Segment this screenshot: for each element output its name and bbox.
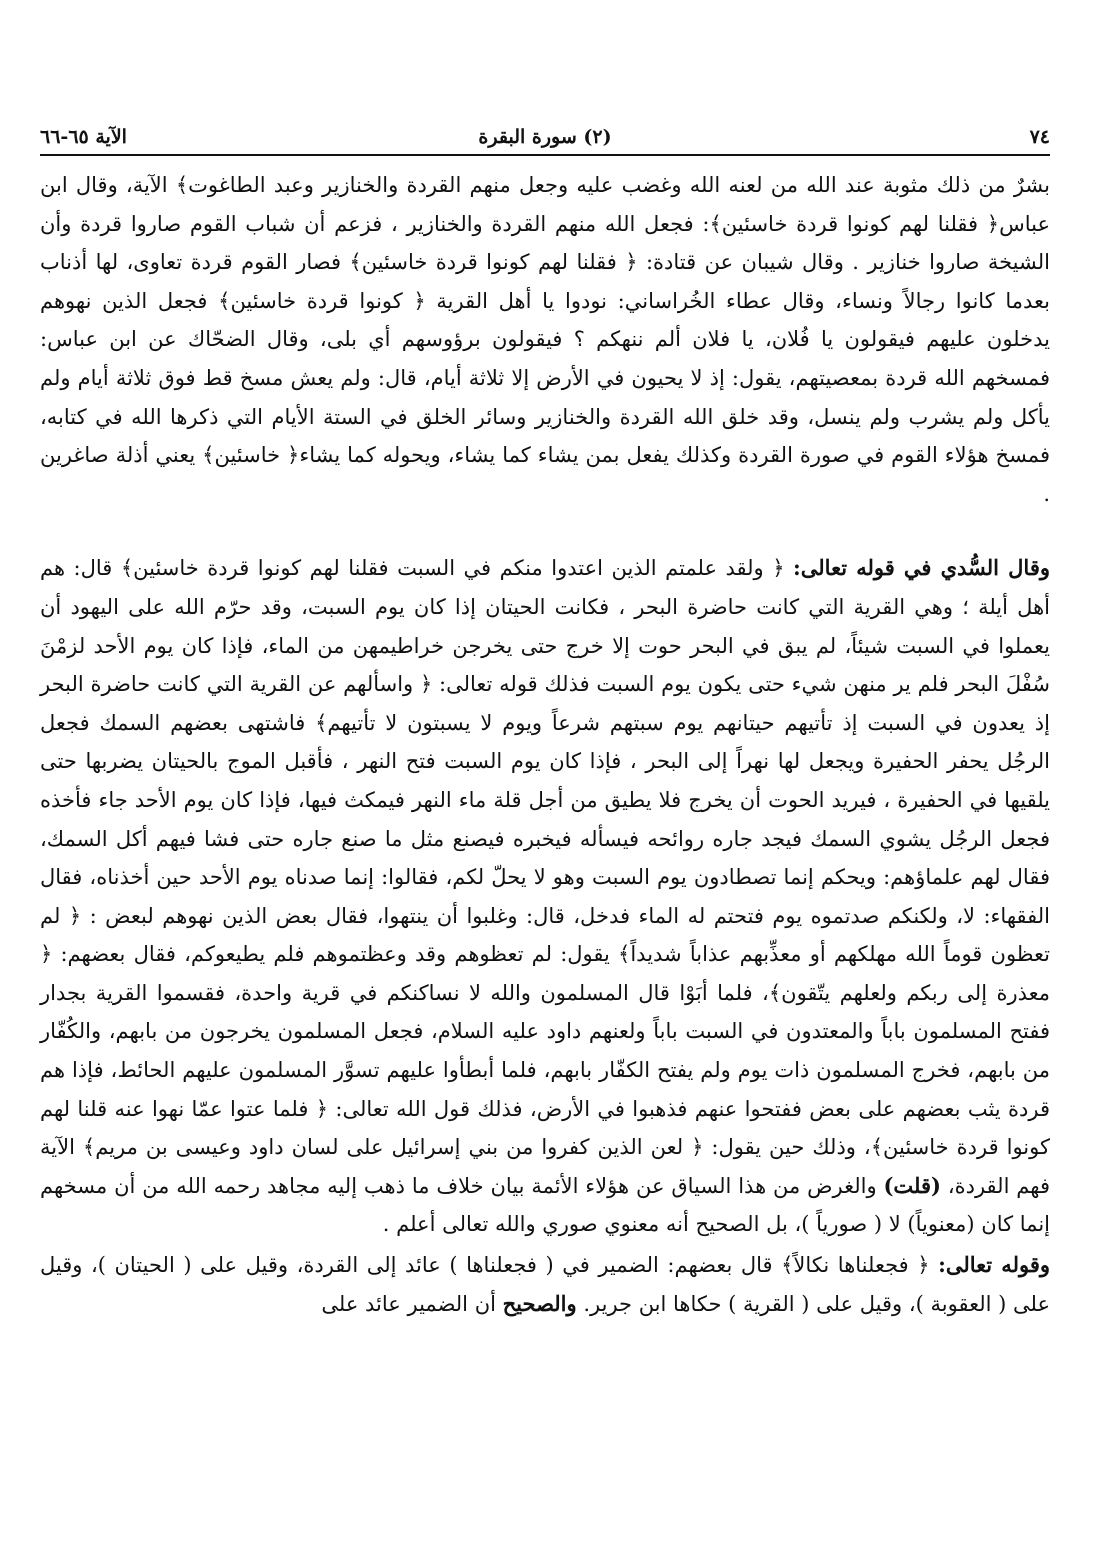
- paragraph-3-lead: وقوله تعالى:: [938, 1252, 1050, 1278]
- surah-title: (٢) سورة البقرة: [478, 126, 612, 148]
- paragraph-3-text-cont: أن الضمير عائد على: [321, 1291, 503, 1316]
- paragraph-3-bold: والصحيح: [502, 1290, 577, 1316]
- paragraph-2-text-cont: والغرض من هذا السياق عن هؤلاء الأئمة بيان خلاف ما ذهب إليه مجاهد رحمه الله من أن مسخهم إنما كان (معنوياً) لا ( صورياً )، بل الصحيح أنه معنوي صوري والله تعالى أعلم .: [40, 1173, 1050, 1237]
- paragraph-2-lead: وقال السُّدي في قوله تعالى:: [793, 555, 1050, 581]
- paragraph-1-text: بشرٌ من ذلك مثوبة عند الله من لعنه الله وغضب عليه وجعل منهم القردة والخنازير وعبد الطاغوت﴾ الآية، وقال ابن عباس﴿ فقلنا لهم كونوا قردة خاسئين﴾: فجعل الله منهم القردة والخنازير ، فزعم أن شباب القوم صاروا قردة وأن الشيخة صاروا خنازير . وقال شيبان عن قتادة: ﴿ فقلنا لهم كونوا قردة خاسئين﴾ فصار القوم قردة تعاوى، لها أذناب بعدما كانوا رجالاً ونساء، وقال عطاء الخُراساني: نودوا يا أهل القرية ﴿ كونوا قردة خاسئين﴾ فجعل الذين نهوهم يدخلون عليهم فيقولون يا فُلان، يا فلان ألم ننهكم ؟ فيقولون برؤوسهم أي بلى، وقال الضحّاك عن ابن عباس: فمسخهم الله قردة بمعصيتهم، يقول: إذ لا يحيون في الأرض إلا ثلاثة أيام، قال: ولم يعش مسخ قط فوق ثلاثة أيام ولم يأكل ولم يشرب ولم ينسل، وقد خلق الله القردة والخنازير وسائر الخلق في الستة الأيام التي ذكرها الله في كتابه، فمسخ هؤلاء القوم في صورة القردة وكذلك يفعل بمن يشاء كما يشاء، ويحوله كما يشاء﴿ خاسئين﴾ يعني أذلة صاغرين .: [40, 173, 1050, 506]
- paragraph-2-bold: (قلت): [883, 1172, 941, 1198]
- page-body: [40, 166, 1050, 1323]
- paragraph-3-text: ﴿ فجعلناها نكالاً﴾ قال بعضهم: الضمير في ( فجعلناها ) عائد إلى القردة، وقيل على ( الحيتان )، وقيل على ( العقوبة )، وقيل على ( القرية ) حكاها ابن جرير.: [40, 1253, 1050, 1316]
- paragraph-2: [40, 549, 1050, 1244]
- paragraph-2-text: ﴿ ولقد علمتم الذين اعتدوا منكم في السبت فقلنا لهم كونوا قردة خاسئين﴾ قال: هم أهل أيلة ؛ وهي القرية التي كانت حاضرة البحر ، فكانت الحيتان إذا كان يوم السبت، وقد حرّم الله على اليهود أن يعملوا في السبت شيئاً، لم يبق في البحر حوت إلا خرج حتى يخرجن خراطيمهن من الماء، فإذا كان يوم الأحد لزمْنَ سُفْلَ البحر فلم ير منهن شيء حتى يكون يوم السبت فذلك قوله تعالى: ﴿ واسألهم عن القرية التي كانت حاضرة البحر إذ يعدون في السبت إذ تأتيهم حيتانهم يوم سبتهم شرعاً ويوم لا يسبتون لا تأتيهم﴾ فاشتهى بعضهم السمك فجعل الرجُل يحفر الحفيرة ويجعل لها نهراً إلى البحر ، فإذا كان يوم السبت فتح النهر ، فأقبل الموج بالحيتان يضربها حتى يلقيها في الحفيرة ، فيريد الحوت أن يخرج فلا يطيق من أجل قلة ماء النهر فيمكث فيها، فإذا كان يوم الأحد جاء فأخذه فجعل الرجُل يشوي السمك فيجد جاره روائحه فيسأله فيخبره فيصنع مثل ما صنع جاره حتى فشا فيهم أكل السمك، فقال لهم علماؤهم: ويحكم إنما تصطادون يوم السبت وهو لا يحلّ لكم، فقالوا: إنما صدناه يوم الأحد حين أخذناه، فقال الفقهاء: لا، ولكنكم صدتموه يوم فتحتم له الماء فدخل، قال: وغلبوا أن ينتهوا، فقال بعض الذين نهوهم لبعض : ﴿ لم تعظون قوماً الله مهلكهم أو معذِّبهم عذاباً شديداً﴾ يقول: لم تعظوهم وقد وعظتموهم فلم يطيعوكم، فقال بعضهم: ﴿ معذرة إلى ربكم ولعلهم يتّقون﴾، فلما أبَوْا قال المسلمون والله لا نساكنكم في قرية واحدة، فقسموا القرية بجدار ففتح المسلمون باباً والمعتدون في السبت باباً ولعنهم داود عليه السلام، فجعل المسلمون يخرجون من بابهم، والكُفّار من بابهم، فخرج المسلمون ذات يوم ولم يفتح الكفّار بابهم، فلما أبطأوا عليهم تسوَّر المسلمون عليهم الحائط، فإذا هم قردة يثب بعضهم على بعض ففتحوا عنهم فذهبوا في الأرض، فذلك قول الله تعالى: ﴿ فلما عتوا عمّا نهوا عنه قلنا لهم كونوا قردة خاسئين﴾، وذلك حين يقول: ﴿ لعن الذين كفروا من بني إسرائيل على لسان داود وعيسى بن مريم﴾ الآية فهم القردة،: [40, 556, 1051, 1198]
- page-header: [40, 120, 1050, 156]
- page-number: ٧٤: [1029, 126, 1050, 148]
- paragraph-3: [40, 1246, 1050, 1323]
- ayah-range: الآية ٦٥-٦٦: [40, 126, 127, 148]
- paragraph-1: [40, 166, 1050, 513]
